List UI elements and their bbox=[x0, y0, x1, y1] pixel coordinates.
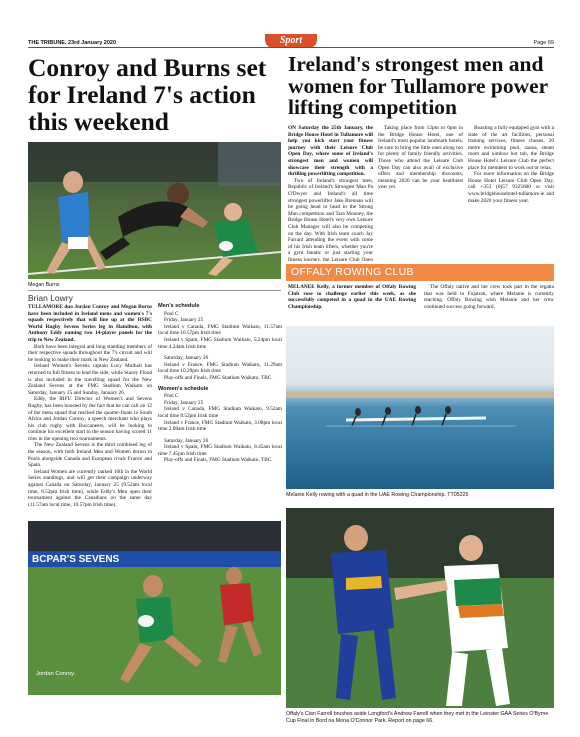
schedule-line: Ireland v Spain, FMG Stadium Waikato, 8.45am local time 7.45pm Irish time bbox=[158, 444, 282, 457]
paper-date: THE TRIBUNE, 23rd January 2020 bbox=[28, 40, 117, 46]
schedule-line: Ireland v Canada, FMG Stadium Waikato, 11.57am local time 10.57pm Irish time bbox=[158, 323, 282, 337]
rugby-paragraph: Both have been integral and long standing members of their respective squads throughout the 7's circuit and will be looking to make their mark in New Zealand. bbox=[28, 343, 152, 363]
powerlifting-lead: ON Saturday the 25th January, the Bridge House Hotel in Tullamore will help you kick start your fitness journey with their Leisure Club Open Day, where some of Ireland's strongest men and women will showcase their strength with a thrilling powerlifting competition. bbox=[288, 125, 373, 178]
rugby-paragraph: Ireland Women are currently ranked 10th in the World Series standings, and will get their campaign underway against Canada on Saturday, January 25 (9.52am local time, 8.52pm Irish time), while Eddy's Men open their tournament against the Canadians on the same day (11.57am local time, 10.57pm Irish time). bbox=[28, 468, 152, 508]
megan-burns-caption: Megan Burns bbox=[28, 282, 60, 288]
rowing-photo bbox=[286, 326, 554, 489]
rowing-paragraph: The Offaly native and her crew took part in the regatta that was held in Fujairah, where Melanie is currently teaching. Offaly Rowing wish Melanie and her crew continued success going forward. bbox=[424, 284, 554, 310]
rowing-caption: Melanie Kelly rowing with a quad in the UAE Rowing Championship. TT05225 bbox=[286, 492, 469, 498]
rowing-column-1 bbox=[288, 284, 416, 324]
powerlifting-paragraph: Two of Ireland's strongest men, Republic of Ireland's Strongest Man Pa O'Dwyer and Ireland's all time strongest powerlifter Jake Brennan will be going head to head in the Strong Man competition and Tara Mooney, the Bridge House Hotel's very own Leisure Club Manager will also be competing on the day. With Irish team coach Jay Farrant attending the event with some of his Irish team lifters, whether you're a gym fanatic or just starting your fitness journey, the Leisure Club Open bbox=[288, 177, 373, 261]
section-tab[interactable]: Sport bbox=[265, 34, 317, 48]
header-rule bbox=[28, 47, 554, 48]
schedule-line: Ireland v France, FMG Stadium Waikato, 3.08pm local time 2.08am Irish time bbox=[158, 419, 282, 433]
jordan-conroy-photo bbox=[28, 521, 281, 695]
rugby-paragraph: The New Zealand Sevens is the third combined leg of the season, with both Ireland Men and Women drawn in Pools alongside Canada and European rivals France and Spain. bbox=[28, 442, 152, 469]
schedule-line: Saturday, January 26 bbox=[164, 355, 209, 362]
schedule-line: Ireland v Spain, FMG Stadium Waikato, 5.24pm local time 4.24am Irish time bbox=[158, 336, 282, 350]
mens-schedule-title: Men's schedule bbox=[158, 303, 200, 309]
powerlifting-column-3 bbox=[468, 125, 554, 261]
schedule-line: Friday, January 25 bbox=[164, 399, 204, 406]
powerlifting-paragraph: For more information on the Bridge House Hotel Leisure Club Open Day, call +353 (0)57 9325600 or visit www.bridgehousehotel-tullamore.ie and make 2020 your fitness year. bbox=[468, 171, 554, 204]
schedule-line: Ireland v Canada, FMG Stadium Waikato, 9.52am local time 8.52pm Irish time bbox=[158, 406, 282, 419]
rowing-column-2 bbox=[424, 284, 554, 324]
megan-burns-photo bbox=[28, 142, 281, 279]
rugby-lead: TULLAMORE duo Jordan Conroy and Megan Burns have been included in Ireland mens and women's 7's squads respectively that will line up at the HSBC World Rugby Sevens Series leg in Hamilton, with Anthony Eddy naming two 14-player panels for the trip to New Zealand. bbox=[28, 304, 152, 343]
schedule-line: Play-offs and Finals, FMG Stadium Waikato, TBC. bbox=[164, 457, 273, 464]
schedule-line: Saturday, January 26 bbox=[164, 437, 209, 444]
caption-rule bbox=[28, 290, 281, 291]
rowing-lead: MELANEE Kelly, a former member of Offaly Rowing Club rose to challenge earlier this week, as she successfully competed in a quad in the UAE Rowing Championship. bbox=[288, 284, 416, 310]
rugby-paragraph: Ireland Women's Sevens captain Lucy Mulhall has returned to full fitness to lead the side, while Stacey Flood is also included in the travelling squad for the New Zealand Sevens at the FMG Stadium Waikato on Saturday, January 25 and Sunday, January 26. bbox=[28, 363, 152, 396]
jordan-conroy-caption: Jordan Conroy. bbox=[36, 671, 76, 677]
schedule-line: Ireland v France, FMG Stadium Waikato, 11.29am local time 10.29pm Irish time bbox=[158, 361, 282, 375]
byline: Brian Lowry bbox=[28, 293, 73, 303]
schedule-line: Pool C bbox=[164, 393, 179, 400]
powerlifting-column-1 bbox=[288, 125, 373, 261]
schedule-line: Friday, January 25 bbox=[164, 317, 204, 324]
page-header bbox=[28, 34, 554, 50]
rugby-paragraph: Eddy, the IRFU Director of Women's and Sevens Rugby, has been boosted by the fact that he can call on 12 of the mens squad that reached the quarter-finals in South Africa and Jordan Conroy, a speech merchant who plays his club rugby with Buccaneers, will be looking to continue his excellent start to the season having scored 11 tries in the opening two tournaments. bbox=[28, 396, 152, 442]
rugby-column-2 bbox=[158, 299, 282, 519]
powerlifting-column-2 bbox=[378, 125, 463, 261]
page-number: Page 69 bbox=[533, 40, 554, 46]
powerlifting-headline: Ireland's strongest men and women for Tullamore power lifting competition bbox=[288, 52, 548, 119]
schedule-line: Play-offs and Finals, FMG Stadium Waikato, TBC. bbox=[164, 374, 273, 381]
stadium-sign: BCPAR'S SEVENS bbox=[32, 554, 120, 565]
rugby-column-1 bbox=[28, 304, 152, 518]
schedule-line: Pool C bbox=[164, 310, 179, 317]
rugby-headline: Conroy and Burns set for Ireland 7's action this weekend bbox=[28, 53, 267, 136]
rowing-banner: OFFALY ROWING CLUB bbox=[286, 264, 554, 281]
gaa-photo bbox=[286, 508, 554, 708]
powerlifting-paragraph: Boasting a fully equipped gym with a state of the art facilities, personal training services, fitness classes, 20 metre swimming pool, sauna, steam room and outdoor hot tub, the Bridge House Hotel's Leisure Club the perfect place for members to work out or relax. bbox=[468, 125, 554, 171]
womens-schedule-title: Women's schedule bbox=[158, 385, 209, 392]
powerlifting-paragraph: Taking place from 12pm to 6pm in the Bridge House Hotel, one of Ireland's most popular landmark hotels, be sure to bring the little ones along too for plenty of family friendly activities. Those who attend the Leisure Club Open Day can also avail of exclusive offers and membership discounts, meaning 2020 can be your healthiest year yet. bbox=[378, 125, 463, 191]
gaa-caption: Offaly's Cian Farrell brushes aside Longford's Andrew Farrell when they met in the Leinster GAA Series O'Byrne Cup Final in Bord na Mona O'Connor Park. Report on page 66. bbox=[286, 711, 549, 724]
